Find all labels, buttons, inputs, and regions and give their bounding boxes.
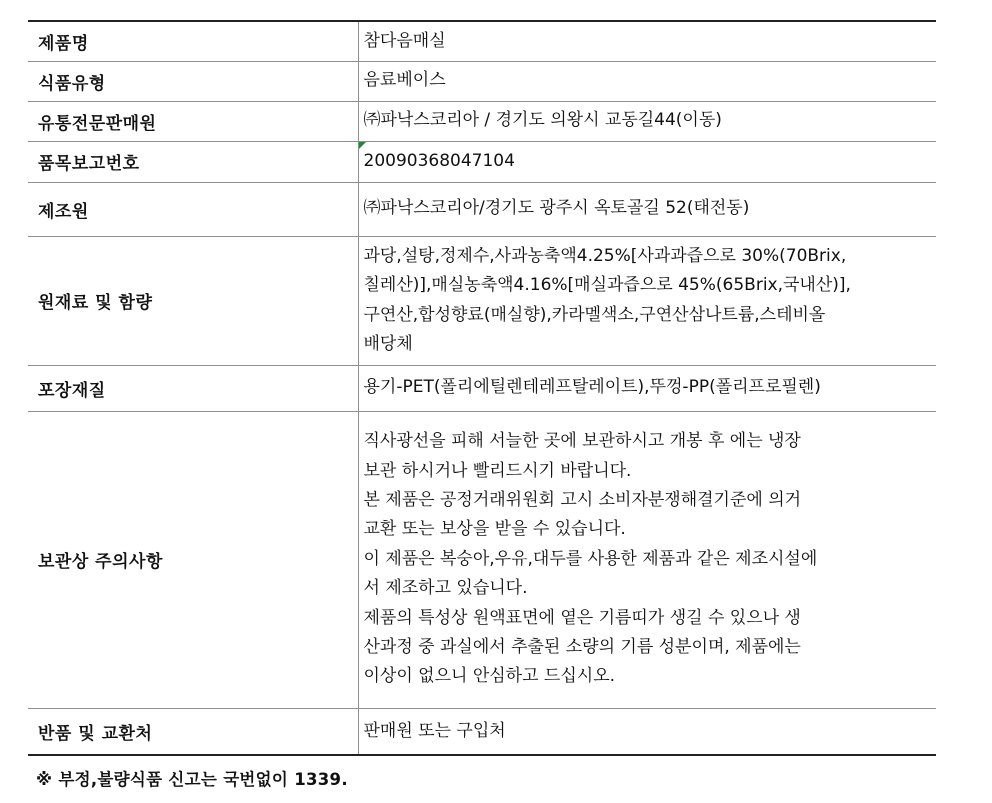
label-ingredients: 원재료 및 함량 [28,236,358,365]
storage-note-line: 산과정 중 과실에서 추출된 소량의 기름 성분이며, 제품에는 [363,637,801,658]
row-storage-notes [28,411,936,708]
ingredients-line: 칠레산)],매실농축액4.16%[매실과즙으로 45%(65Brix,국내산)], [363,275,851,296]
row-packaging [28,365,936,411]
value-distributor: ㈜파낙스코리아 / 경기도 의왕시 교동길44(이동) [358,101,936,141]
storage-note-line: 이상이 없으니 안심하고 드십시오. [363,666,616,687]
storage-note-line: 이 제품은 복숭아,우유,대두를 사용한 제품과 같은 제조시설에 [363,548,818,569]
row-ingredients [28,236,936,365]
label-manufacturer: 제조원 [28,182,358,236]
row-food-type [28,61,936,101]
value-food-type: 음료베이스 [358,61,936,101]
value-product-name: 참다음매실 [358,21,936,61]
label-food-type: 식품유형 [28,61,358,101]
row-product-name [28,21,936,61]
value-return-exchange: 판매원 또는 구입처 [358,708,936,755]
row-distributor [28,101,936,141]
storage-note-line: 본 제품은 공정거래위원회 고시 소비자분쟁해결기준에 의거 [363,489,802,510]
label-storage-notes: 보관상 주의사항 [28,411,358,708]
report-hotline-footnote: ※ 부정,불량식품 신고는 국번없이 1339. [36,770,348,789]
row-return-exchange [28,708,936,755]
value-manufacturer: ㈜파낙스코리아/경기도 광주시 옥토골길 52(태전동) [358,182,936,236]
value-ingredients [358,236,936,365]
storage-note-line: 서 제조하고 있습니다. [363,578,528,599]
storage-note-line: 보관 하시거나 빨리드시기 바랍니다. [363,460,632,481]
value-storage-notes [358,411,936,708]
label-distributor: 유통전문판매원 [28,101,358,141]
storage-note-line: 직사광선을 피해 서늘한 곳에 보관하시고 개봉 후 에는 냉장 [363,431,801,452]
label-product-name: 제품명 [28,21,358,61]
product-spec-table [28,20,936,756]
storage-note-line: 제품의 특성상 원액표면에 옅은 기름띠가 생길 수 있으나 생 [363,607,801,628]
ingredients-line: 배당체 [363,333,413,354]
storage-note-line: 교환 또는 보상을 받을 수 있습니다. [363,519,626,540]
ingredients-line: 구연산,합성향료(매실향),카라멜색소,구연산삼나트륨,스테비올 [363,304,826,325]
row-manufacturer [28,182,936,236]
ingredients-line: 과당,설탕,정제수,사과농축액4.25%[사과과즙으로 30%(70Brix, [363,245,847,266]
label-packaging: 포장재질 [28,365,358,411]
value-packaging: 용기-PET(폴리에틸렌테레프탈레이트),뚜껑-PP(폴리프로필렌) [358,365,936,411]
label-return-exchange: 반품 및 교환처 [28,708,358,755]
label-report-number: 품목보고번호 [28,141,358,182]
value-report-number: 20090368047104 [358,141,936,182]
row-report-number [28,141,936,182]
